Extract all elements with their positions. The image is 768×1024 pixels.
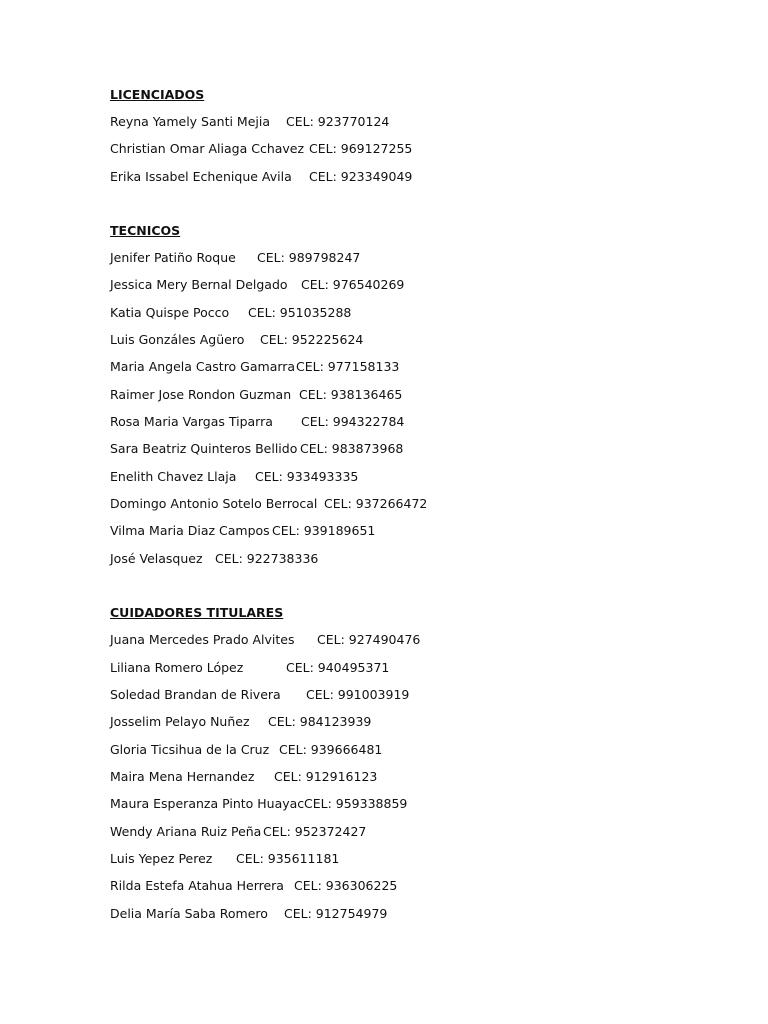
contact-row — [110, 413, 730, 440]
contact-name: Domingo Antonio Sotelo Berrocal — [110, 496, 318, 512]
contact-phone: CEL: 991003919 — [306, 686, 410, 702]
contact-phone: CEL: 939666481 — [279, 741, 383, 757]
contact-row — [110, 741, 730, 768]
contact-row — [110, 522, 730, 549]
contact-phone: CEL: 952225624 — [260, 332, 364, 348]
contact-phone: CEL: 940495371 — [286, 659, 390, 675]
contact-phone: CEL: 951035288 — [248, 304, 352, 320]
contact-name: Delia María Saba Romero — [110, 905, 268, 921]
contact-name: José Velasquez — [110, 550, 203, 566]
contact-row — [110, 331, 730, 358]
contact-phone: CEL: 939189651 — [272, 523, 376, 539]
contact-name: Soledad Brandan de Rivera — [110, 686, 281, 702]
contact-phone: CEL: 912754979 — [284, 905, 388, 921]
section-spacer — [110, 195, 730, 222]
contact-name: Maria Angela Castro Gamarra — [110, 359, 296, 375]
contact-row — [110, 440, 730, 467]
contact-phone: CEL: 937266472 — [324, 496, 428, 512]
contact-row — [110, 795, 730, 822]
contact-name: Liliana Romero López — [110, 659, 244, 675]
section-heading: CUIDADORES TITULARES — [110, 605, 284, 621]
contact-row — [110, 495, 730, 522]
contact-phone: CEL: 938136465 — [299, 386, 403, 402]
contact-row — [110, 823, 730, 850]
contact-phone: CEL: 935611181 — [236, 850, 340, 866]
contact-name: Reyna Yamely Santi Mejia — [110, 114, 270, 129]
section-licenciados — [110, 86, 730, 195]
contact-name: Rosa Maria Vargas Tiparra — [110, 414, 273, 430]
section-spacer — [110, 577, 730, 604]
contact-row — [110, 358, 730, 385]
contact-row — [110, 877, 730, 904]
contact-name: Juana Mercedes Prado Alvites — [110, 632, 295, 648]
contact-name: Luis Yepez Perez — [110, 850, 213, 866]
contact-row — [110, 631, 730, 658]
contact-row — [110, 659, 730, 686]
contact-name: Jessica Mery Bernal Delgado — [110, 277, 288, 293]
contact-phone: CEL: 923770124 — [286, 114, 390, 129]
contact-phone: CEL: 983873968 — [300, 441, 404, 457]
contact-row — [110, 905, 730, 932]
contact-name: Sara Beatriz Quinteros Bellido — [110, 441, 298, 457]
contact-name: Maira Mena Hernandez — [110, 768, 255, 784]
contact-row — [110, 550, 730, 577]
contact-row — [110, 276, 730, 303]
section-cuidadores-titulares — [110, 604, 730, 932]
contact-row — [110, 468, 730, 495]
contact-row — [110, 140, 730, 167]
contact-row — [110, 113, 730, 140]
contact-phone: CEL: 933493335 — [255, 468, 359, 484]
contact-row — [110, 386, 730, 413]
contact-name: Vilma Maria Diaz Campos — [110, 523, 270, 539]
contact-name: Enelith Chavez Llaja — [110, 468, 237, 484]
contact-phone: CEL: 994322784 — [301, 414, 405, 430]
contact-row — [110, 850, 730, 877]
contact-name: Maura Esperanza Pinto Huayac — [110, 796, 305, 812]
contact-phone: CEL: 927490476 — [317, 632, 421, 648]
contact-name: Christian Omar Aliaga Cchavez — [110, 141, 305, 157]
contact-name: Josselim Pelayo Nuñez — [110, 714, 250, 730]
contact-name: Raimer Jose Rondon Guzman — [110, 386, 292, 402]
contact-phone: CEL: 912916123 — [274, 768, 378, 784]
contact-name: Katia Quispe Pocco — [110, 304, 230, 320]
contact-row — [110, 686, 730, 713]
contact-phone: CEL: 922738336 — [215, 550, 319, 566]
contact-phone: CEL: 959338859 — [304, 796, 408, 812]
contact-phone: CEL: 984123939 — [268, 714, 372, 730]
contact-row — [110, 168, 730, 195]
contact-phone: CEL: 952372427 — [263, 823, 367, 839]
contact-name: Luis Gonzáles Agüero — [110, 332, 245, 348]
section-heading: TECNICOS — [110, 223, 181, 239]
contact-row — [110, 249, 730, 276]
contact-name: Gloria Ticsihua de la Cruz — [110, 741, 270, 757]
contact-name: Erika Issabel Echenique Avila — [110, 168, 292, 184]
section-tecnicos — [110, 222, 730, 577]
contact-name: Rilda Estefa Atahua Herrera — [110, 878, 284, 894]
contact-row — [110, 768, 730, 795]
contact-phone: CEL: 977158133 — [296, 359, 400, 375]
section-heading: LICENCIADOS — [110, 87, 205, 102]
contact-row — [110, 304, 730, 331]
contact-row — [110, 713, 730, 740]
contact-phone: CEL: 936306225 — [294, 878, 398, 894]
contact-phone: CEL: 923349049 — [309, 168, 413, 184]
contact-phone: CEL: 969127255 — [309, 141, 413, 157]
contact-phone: CEL: 989798247 — [257, 250, 361, 266]
contact-phone: CEL: 976540269 — [301, 277, 405, 293]
contact-name: Wendy Ariana Ruiz Peña — [110, 823, 262, 839]
contact-name: Jenifer Patiño Roque — [110, 250, 236, 266]
contact-document — [110, 86, 730, 932]
